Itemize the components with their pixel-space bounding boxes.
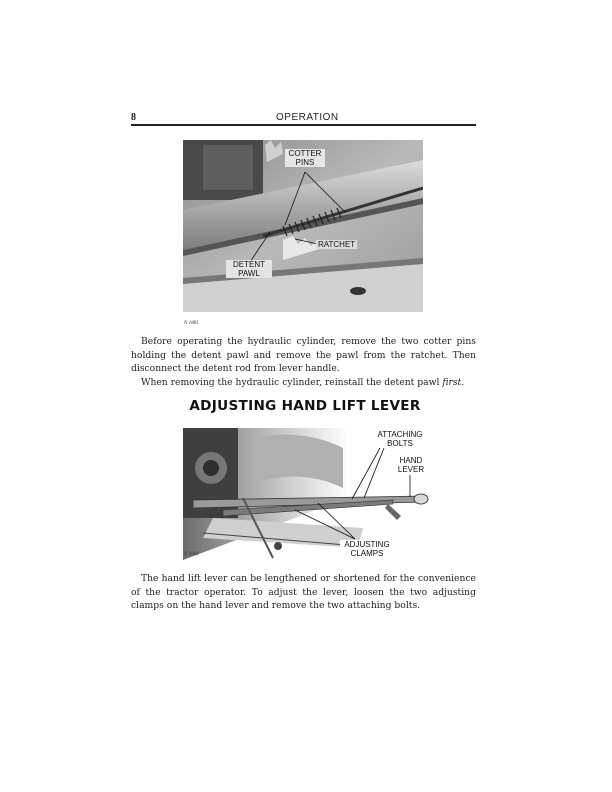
callout-detent-pawl-line2: PAWL xyxy=(238,269,260,278)
callout-adjusting-clamps-line2: CLAMPS xyxy=(350,549,384,558)
callout-hand-lever-line2: LEVER xyxy=(397,465,425,474)
paragraph-cotter-pins: Before operating the hydraulic cylinder, remove the two cotter pins holding the detent pawl and remove the pawl from the ratchet. Then disconnect the detent rod from lever handle. xyxy=(131,336,476,375)
callout-attaching-bolts xyxy=(371,430,429,448)
section-heading: ADJUSTING HAND LIFT LEVER xyxy=(189,398,421,414)
paragraph-reinstall-text: When removing the hydraulic cylinder, reinstall the detent pawl xyxy=(141,377,443,388)
paragraph-reinstall-emphasis: first. xyxy=(442,377,465,388)
running-head: OPERATION xyxy=(276,112,339,123)
page-number: 8 xyxy=(131,112,136,123)
paragraph-hand-lift-lever: The hand lift lever can be lengthened or shortened for the convenience of the tractor operator. To adjust the lever, loosen the two adjusting clamps on the hand lever and remove the two attaching bolts. xyxy=(131,573,476,612)
callout-adjusting-clamps-line1: ADJUSTING xyxy=(344,540,390,549)
callout-cotter-pins-line1: COTTER xyxy=(288,149,322,158)
figure1-id: N 1881 xyxy=(184,321,199,326)
figure2-id: N 4384 xyxy=(184,552,199,557)
callout-adjusting-clamps xyxy=(340,540,394,558)
callout-hand-lever xyxy=(394,456,428,474)
callout-attaching-bolts-line1: ATTACHING xyxy=(377,430,423,439)
callout-cotter-pins-line2: PINS xyxy=(295,158,315,167)
callout-attaching-bolts-line2: BOLTS xyxy=(387,439,413,448)
callout-ratchet-label: RATCHET xyxy=(318,240,356,249)
callout-detent-pawl-line1: DETENT xyxy=(233,260,265,269)
callout-hand-lever-line1: HAND xyxy=(399,456,423,465)
